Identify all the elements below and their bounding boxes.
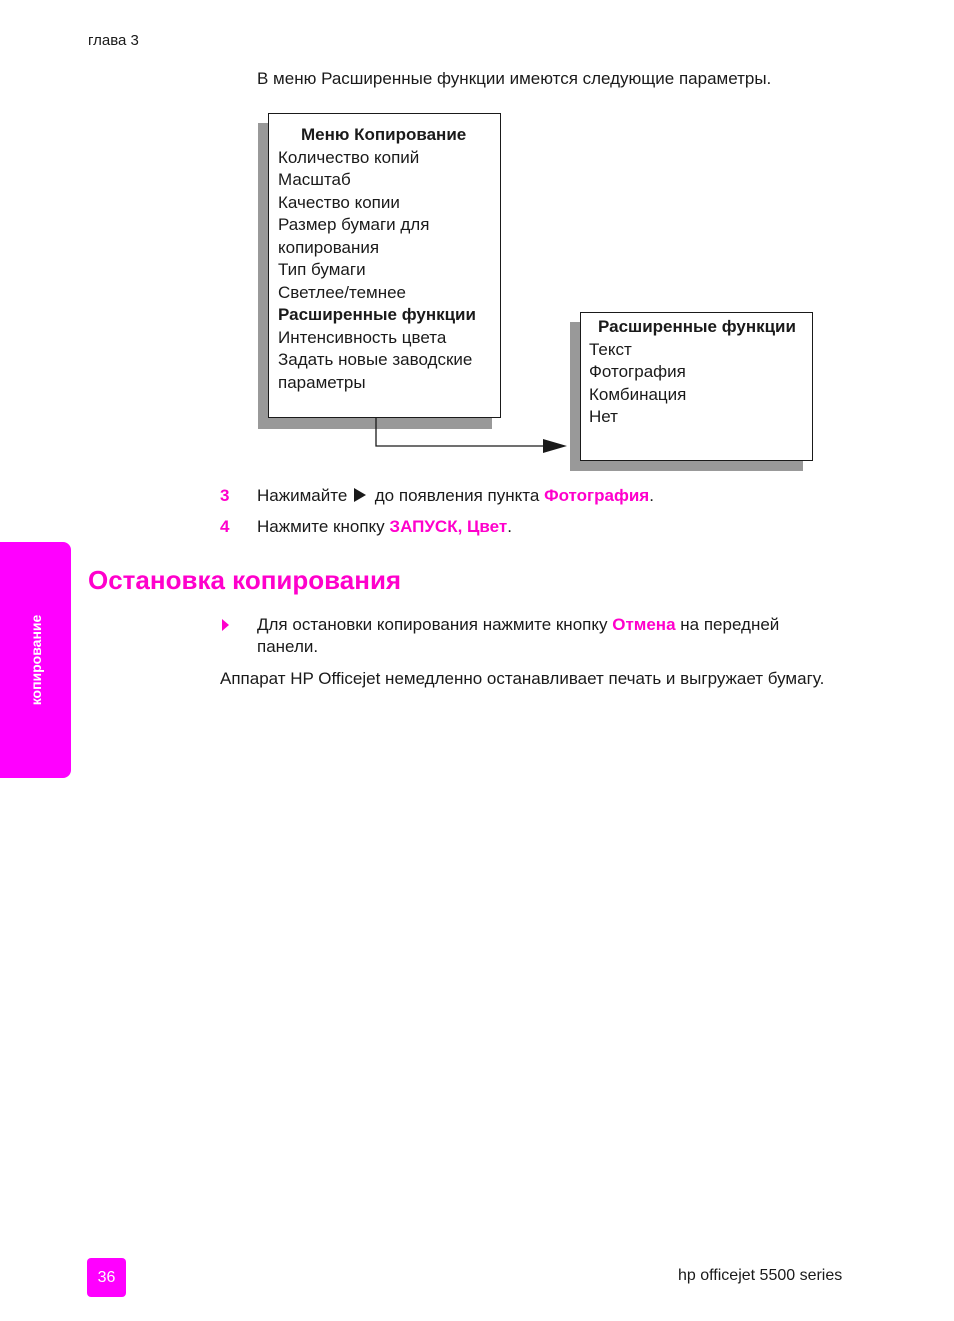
copy-menu-item: Качество копии	[278, 192, 400, 212]
enhancements-menu-title: Расширенные функции	[598, 317, 796, 336]
step-text: Нажимайте	[257, 486, 348, 505]
section-title: Остановка копирования	[88, 565, 402, 595]
step-number: 3	[220, 486, 230, 505]
bullet-icon	[222, 619, 229, 631]
copy-menu-box	[268, 113, 501, 418]
copy-menu-item: Задать новые заводские	[278, 350, 473, 369]
side-tab-label: копирование	[27, 614, 44, 706]
page-number: 36	[87, 1258, 126, 1297]
copy-menu-item: параметры	[278, 372, 366, 392]
step-text: Нажмите кнопку	[257, 517, 385, 536]
enhancements-menu-box	[580, 312, 813, 461]
enhancements-menu-item: Фотография	[589, 362, 686, 381]
product-name: hp officejet 5500 series	[678, 1267, 843, 1284]
enhancements-menu-item: Нет	[589, 407, 618, 426]
cancel-button-label: Отмена	[612, 615, 676, 634]
step-number: 4	[220, 517, 230, 536]
step-text: до появления пункта	[374, 486, 540, 505]
copy-menu-title: Меню Копирование	[301, 125, 467, 144]
copy-menu-item-enhancements: Расширенные функции	[278, 305, 476, 324]
copy-menu-item: Тип бумаги	[278, 260, 366, 279]
connector-arrow	[370, 415, 575, 455]
intro-text: В меню Расширенные функции имеются следующие параметры.	[257, 69, 772, 88]
right-arrow-icon	[354, 488, 366, 502]
chapter-label: глава 3	[88, 32, 139, 49]
side-tab	[0, 542, 71, 778]
step-4: 4 Нажмите кнопку ЗАПУСК, Цвет.	[220, 517, 512, 536]
copy-menu-item: Размер бумаги для	[278, 215, 430, 234]
copy-menu-item: Светлее/темнее	[278, 282, 407, 302]
photo-option-label: Фотография	[544, 486, 650, 505]
copy-menu-item: Интенсивность цвета	[278, 327, 447, 347]
copy-menu-item: Масштаб	[278, 170, 351, 189]
enhancements-menu-item: Комбинация	[589, 384, 687, 404]
enhancements-menu-item: Текст	[589, 339, 632, 359]
copy-menu-item: Количество копий	[278, 147, 420, 167]
copy-menu-item: копирования	[278, 237, 380, 257]
bullet-text: Для остановки копирования нажмите кнопку Отмена на передней панели.	[257, 615, 780, 656]
body-paragraph: Аппарат HP Officejet немедленно останавливает печать и выгружает бумагу.	[220, 669, 825, 688]
step-3: 3 Нажимайте до появления пункта Фотография.	[220, 486, 654, 505]
start-color-button-label: ЗАПУСК, Цвет	[389, 517, 508, 536]
